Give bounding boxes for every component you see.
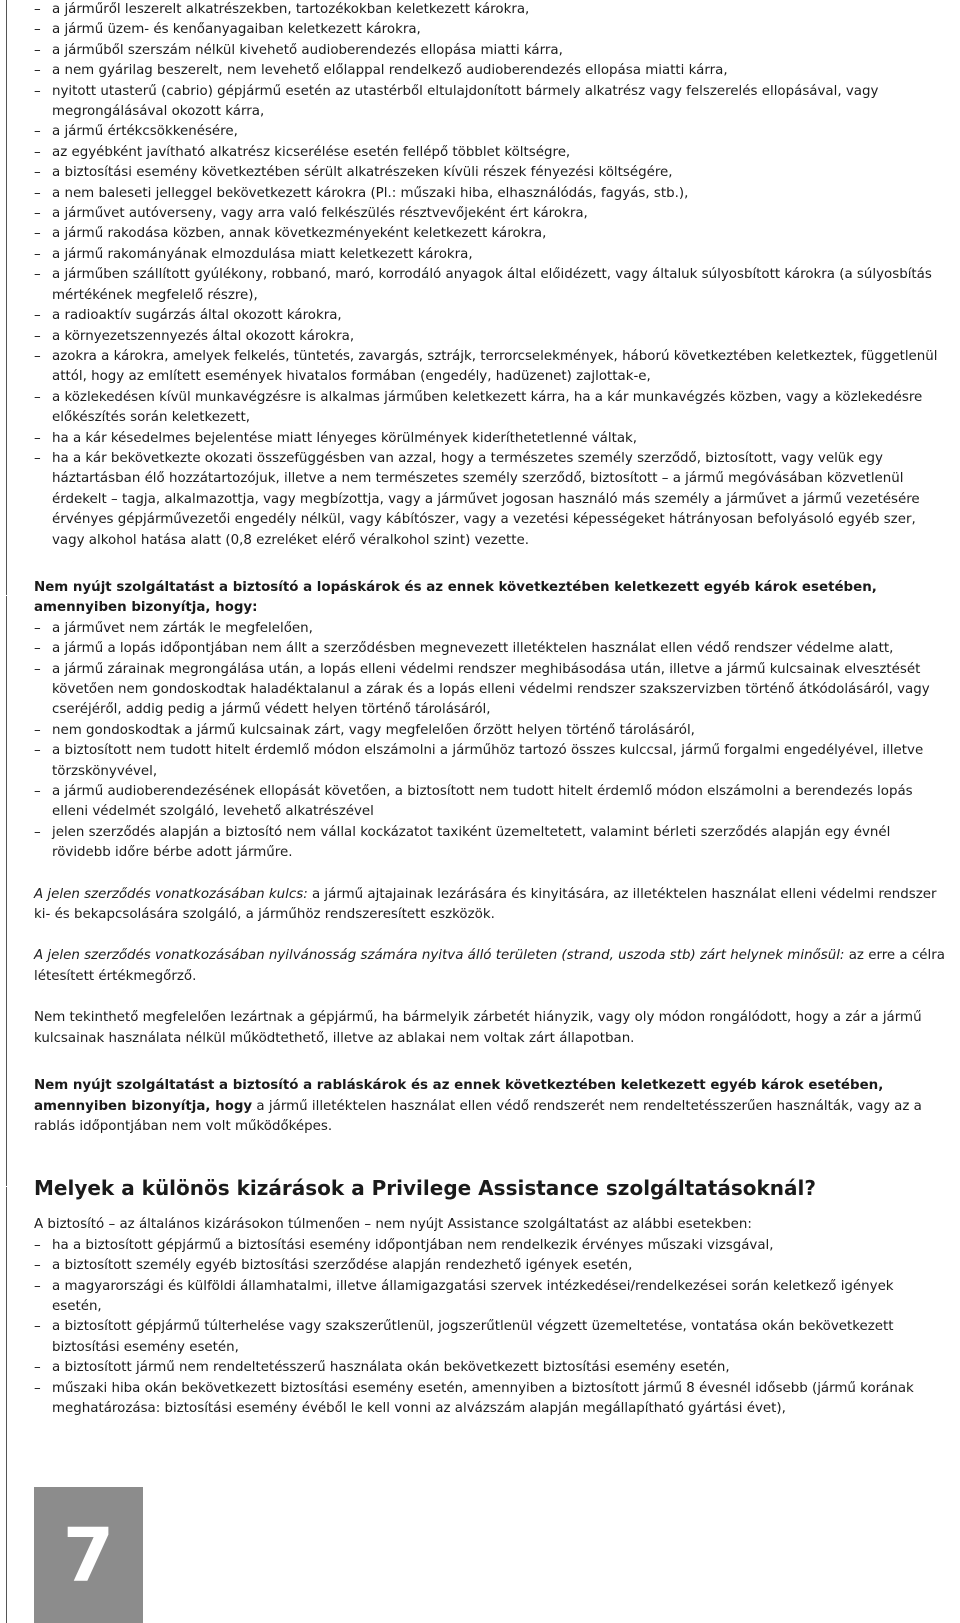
not-locked-paragraph: Nem tekinthető megfelelően lezártnak a gépjármű, ha bármelyik zárbetét hiányzik, vagy oly módon rongálódott, hogy a zár a jármű kulcsainak használata nélkül működtethető, illetve az ablakai nem voltak zárt állapotban. (34, 1010, 922, 1046)
place-definition (34, 946, 946, 987)
left-margin-rule (6, 0, 7, 595)
robbery-text: a jármű illetéktelen használat ellen védő rendszerét nem rendeltetésszerűen használták, vagy az a rablás időpontjában nem volt működőképes. (34, 1098, 922, 1134)
list-item: – a biztosítási esemény következtében sérült alkatrészeken kívüli részek fényezési költségére, (34, 163, 946, 183)
key-definition-text: a jármű ajtajainak lezárására és kinyitására, az illetéktelen használat elleni védelmi rendszer ki- és bekapcsolására szolgáló, a járműhöz rendszeresített eszközök. (34, 886, 937, 923)
theft-heading: Nem nyújt szolgáltatást a biztosító a lopáskárok és az ennek következtében keletkezett egyéb károk esetében, amennyiben bizonyítja, hogy: (34, 579, 877, 616)
list-item: – a biztosított nem tudott hitelt érdemlő módon elszámolni a járműhöz tartozó összes kulccsal, jármű forgalmi engedélyével, illetve törzskönyvével, (34, 741, 946, 782)
list-item: – a járművet nem zárták le megfelelően, (34, 619, 946, 639)
theft-exclusion-list (34, 619, 946, 864)
list-item: – a biztosított személy egyéb biztosítási szerződése alapján rendezhető igények esetén, (34, 1256, 946, 1276)
list-item: – a magyarországi és külföldi államhatalmi, illetve államigazgatási szervek intézkedései/rendelkezései során keletkező igények esetén, (34, 1277, 946, 1318)
list-item: – a járművet autóverseny, vagy arra való felkészülés résztvevőjeként ért károkra, (34, 204, 946, 224)
list-item: – jelen szerződés alapján a biztosító nem vállal kockázatot taxiként üzemeltetett, valamint bérleti szerződés alapján egy évnél rövidebb időre bérbe adott járműre. (34, 823, 946, 864)
list-item: – ha a kár bekövetkezte okozati összefüggésben van azzal, hogy a természetes személy szerződő, biztosított, vagy velük egy háztartásban élő hozzátartozójuk, illetve a nem természetes személy szerződő, biztosított – a jármű megóvásában közvetlenül érdekelt – tagja, alkalmazottja, vagy megbízottja, vagy a járművet jogosan használó más személy a járművet a jármű vezetésére érvényes gépjárművezetői engedély nélkül, vagy kábítószer, vagy a vezetési képességeket hátrányosan befolyásoló egyéb szer, vagy alkohol hatása alatt (0,8 ezreléket elérő véralkohol szint) vezette. (34, 449, 946, 551)
list-item: – műszaki hiba okán bekövetkezett biztosítási esemény esetén, amennyiben a biztosított jármű 8 évesnél idősebb (jármű korának meghatározása: biztosítási esemény évéből le kell vonni az alvázszám alapján megállapítható gyártási évet), (34, 1379, 946, 1420)
list-item: – a nem baleseti jelleggel bekövetkezett károkra (Pl.: műszaki hiba, elhasználódás, fagyás, stb.), (34, 184, 946, 204)
place-definition-term: A jelen szerződés vonatkozásában nyilvánosság számára nyitva álló területen (strand, uszoda stb) zárt helynek minősül: (34, 948, 845, 964)
list-item: – azokra a károkra, amelyek felkelés, tüntetés, zavargás, sztrájk, terrorcselekmények, háború következtében keletkeztek, függetlenül attól, hogy az említett események hivatalos formában (engedély, hadüzenet) zajlottak-e, (34, 347, 946, 388)
list-item: – a jármű rakományának elmozdulása miatt keletkezett károkra, (34, 245, 946, 265)
list-item: – nem gondoskodtak a jármű kulcsainak zárt, vagy megfelelően őrzött helyen történő tárolásáról, (34, 721, 946, 741)
assistance-intro: A biztosító – az általános kizárásokon túlmenően – nem nyújt Assistance szolgáltatást az alábbi esetekben: (34, 1217, 752, 1233)
list-item: – az egyébként javítható alkatrész kicserélése esetén fellépő többlet költségre, (34, 143, 946, 163)
list-item: – a jármű audioberendezésének ellopását követően, a biztosított nem tudott hitelt érdemlő módon elszámolni a berendezés lopás elleni védelmét szolgáló, levehető alkatrészével (34, 782, 946, 823)
list-item: – a jármű rakodása közben, annak következményeként keletkezett károkra, (34, 224, 946, 244)
list-item: – a biztosított gépjármű túlterhelése vagy szakszerűtlenül, jogszerűtlenül végzett üzemeltetése, vontatása okán bekövetkezett biztosítási esemény esetén, (34, 1317, 946, 1358)
robbery-bold: Nem nyújt szolgáltatást a biztosító a rabláskárok és az ennek következtében keletkezett egyéb károk esetében, amennyiben bizonyítja, hogy (34, 1078, 884, 1114)
key-definition (34, 885, 946, 926)
page-number-box (34, 1487, 143, 1623)
assistance-exclusion-list (34, 1236, 946, 1420)
page-number: 7 (62, 1513, 115, 1599)
list-item: – a járműben szállított gyúlékony, robbanó, maró, korrodáló anyagok által előidézett, vagy általuk súlyosbított károkra (a súlyosbítás mértékének megfelelő részre), (34, 265, 946, 306)
list-item: – a radioaktív sugárzás által okozott károkra, (34, 306, 946, 326)
exclusion-list (34, 0, 946, 551)
list-item: – a jármű üzem- és kenőanyagaiban keletkezett károkra, (34, 20, 946, 40)
list-item: – a járműről leszerelt alkatrészekben, tartozékokban keletkezett károkra, (34, 0, 946, 20)
list-item: – a jármű értékcsökkenésére, (34, 122, 946, 142)
list-item: – ha a kár késedelmes bejelentése miatt lényeges körülmények kideríthetetlenné váltak, (34, 429, 946, 449)
list-item: – a közlekedésen kívül munkavégzésre is alkalmas járműben keletkezett kárra, ha a kár munkavégzés közben, vagy a közlekedésre előkészítés során keletkezett, (34, 388, 946, 429)
left-margin-rule (6, 596, 7, 1186)
list-item: – a jármű a lopás időpontjában nem állt a szerződésben megnevezett illetéktelen használat ellen védő rendszer védelme alatt, (34, 639, 946, 659)
list-item: – a jármű zárainak megrongálása után, a lopás elleni védelmi rendszer meghibásodása után, illetve a jármű kulcsainak elvesztését követően nem gondoskodtak haladéktalanul a zárak és a lopás elleni védelmi rendszer szakszervizben történő átkódolásáról, vagy cseréjéről, addig pedig a jármű védett helyen történő tárolásáról, (34, 660, 946, 721)
key-definition-term: A jelen szerződés vonatkozásában kulcs: (34, 886, 308, 902)
list-item: – a biztosított jármű nem rendeltetésszerű használata okán bekövetkezett biztosítási esemény esetén, (34, 1358, 946, 1378)
place-definition-text: az erre a célra létesített értékmegőrző. (34, 948, 945, 984)
list-item: – a környezetszennyezés által okozott károkra, (34, 327, 946, 347)
section-title: Melyek a különös kizárások a Privilege Assistance szolgáltatásoknál? (34, 1176, 816, 1201)
left-margin-rule (6, 1187, 7, 1623)
list-item: – nyitott utasterű (cabrio) gépjármű esetén az utastérből eltulajdonított bármely alkatrész vagy felszerelés ellopásával, vagy megrongálásával okozott kárra, (34, 82, 946, 123)
robbery-paragraph (34, 1076, 946, 1137)
list-item: – a járműből szerszám nélkül kivehető audioberendezés ellopása miatti kárra, (34, 41, 946, 61)
list-item: – ha a biztosított gépjármű a biztosítási esemény időpontjában nem rendelkezik érvényes műszaki vizsgával, (34, 1236, 946, 1256)
document-body (34, 0, 946, 1419)
list-item: – a nem gyárilag beszerelt, nem levehető előlappal rendelkező audioberendezés ellopása miatti kárra, (34, 61, 946, 81)
